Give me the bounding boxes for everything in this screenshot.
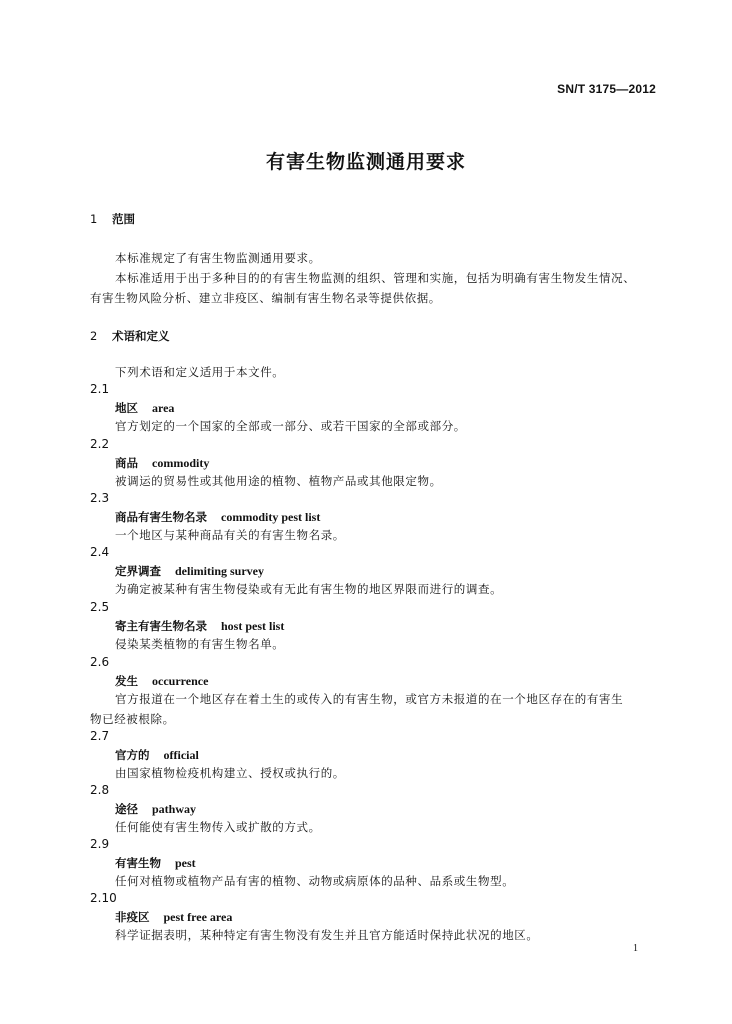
term-number: 2.7 [90,729,110,743]
term-english: official [163,748,199,762]
term-definition: 任何对植物或植物产品有害的植物、动物或病原体的品种、品系或生物型。 [115,874,515,888]
term-number: 2.1 [90,382,110,396]
term-chinese: 商品 [115,456,138,470]
term-heading [115,673,208,689]
term-heading [115,618,284,634]
term-number: 2.5 [90,600,110,614]
term-heading [115,509,320,525]
term-heading [115,801,196,817]
term-english: commodity [152,456,210,470]
document-title: 有害生物监测通用要求 [265,151,466,173]
section-title: 术语和定义 [112,329,170,343]
term-english: occurrence [152,674,209,688]
term-number: 2.4 [90,545,110,559]
term-number: 2.10 [90,891,117,905]
section-1-heading [90,211,135,227]
term-heading [115,455,209,471]
term-number: 2.6 [90,655,110,669]
term-heading [115,400,174,416]
section-title: 范围 [112,212,135,226]
term-chinese: 商品有害生物名录 [115,510,207,524]
term-english: host pest list [221,619,285,633]
term-definition: 官方划定的一个国家的全部或一部分、或若干国家的全部或部分。 [115,419,466,433]
term-number: 2.9 [90,837,110,851]
term-definition: 侵染某类植物的有害生物名单。 [115,637,285,651]
term-chinese: 发生 [115,674,138,688]
section-number: 2 [90,329,98,343]
term-definition: 物已经被根除。 [90,712,175,726]
term-chinese: 非疫区 [115,910,150,924]
paragraph: 本标准规定了有害生物监测通用要求。 [115,251,321,265]
term-definition: 为确定被某种有害生物侵染或有无此有害生物的地区界限而进行的调查。 [115,582,503,596]
term-number: 2.8 [90,783,110,797]
paragraph: 本标准适用于出于多种目的的有害生物监测的组织、管理和实施，包括为明确有害生物发生情况、 [115,271,636,285]
term-chinese: 地区 [115,401,138,415]
term-english: pathway [152,802,197,816]
paragraph: 有害生物风险分析、建立非疫区、编制有害生物名录等提供依据。 [90,291,441,305]
term-definition: 科学证据表明，某种特定有害生物没有发生并且官方能适时保持此状况的地区。 [115,928,539,942]
term-number: 2.2 [90,437,110,451]
term-definition: 被调运的贸易性或其他用途的植物、植物产品或其他限定物。 [115,474,442,488]
page-number: 1 [633,943,638,954]
term-heading [115,909,232,925]
term-heading [115,563,264,579]
term-chinese: 定界调查 [115,564,161,578]
term-definition: 一个地区与某种商品有关的有害生物名录。 [115,528,345,542]
term-chinese: 寄主有害生物名录 [115,619,207,633]
term-english: pest [175,856,196,870]
term-heading [115,855,196,871]
section-number: 1 [90,212,98,226]
term-definition: 任何能使有害生物传入或扩散的方式。 [115,820,321,834]
term-english: commodity pest list [221,510,321,524]
term-chinese: 有害生物 [115,856,161,870]
term-definition: 官方报道在一个地区存在着土生的或传入的有害生物，或官方未报道的在一个地区存在的有害生 [115,692,624,706]
term-chinese: 途径 [115,802,138,816]
paragraph: 下列术语和定义适用于本文件。 [115,365,285,379]
term-heading [115,747,199,763]
section-2-heading [90,328,170,344]
term-english: area [152,401,175,415]
term-english: pest free area [163,910,233,924]
term-number: 2.3 [90,491,110,505]
term-chinese: 官方的 [115,748,150,762]
standard-code: SN/T 3175—2012 [557,82,656,96]
term-definition: 由国家植物检疫机构建立、授权或执行的。 [115,766,345,780]
term-english: delimiting survey [175,564,264,578]
